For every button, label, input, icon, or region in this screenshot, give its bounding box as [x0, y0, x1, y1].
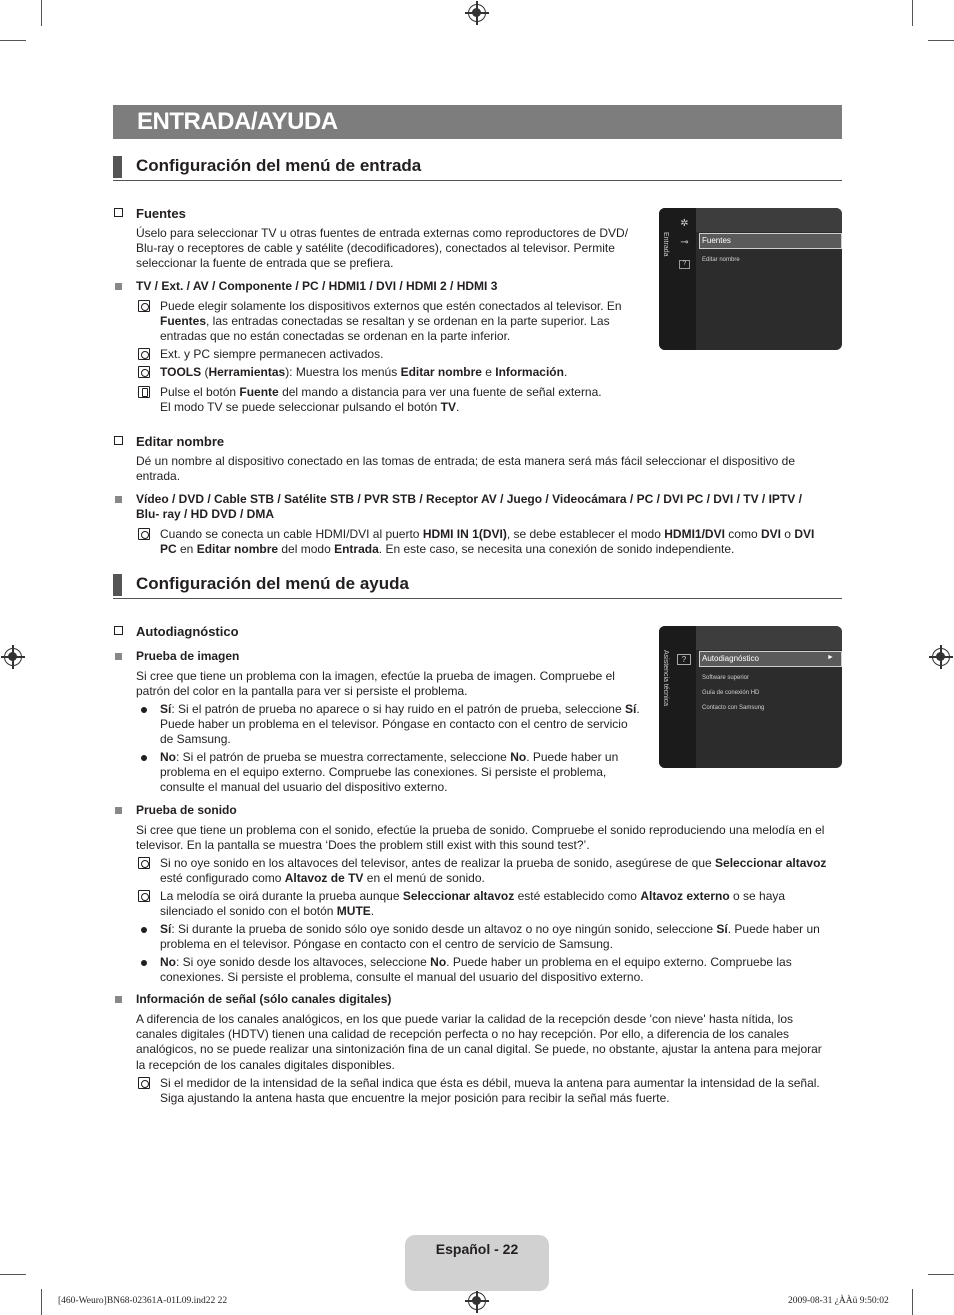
remote-icon [138, 386, 150, 398]
note-icon [138, 1077, 150, 1089]
help-icon: ? [677, 654, 691, 665]
heading-informacion-senal: Información de señal (sólo canales digitales) [136, 992, 392, 1006]
section-header-ayuda [113, 572, 842, 599]
section-title: Configuración del menú de ayuda [136, 574, 409, 593]
file-slug: [460-Weuro]BN68-02361A-01L09.ind22 22 [58, 1296, 228, 1306]
arrow-right-icon: ► [827, 654, 834, 661]
section-marker [113, 574, 122, 596]
crop-mark [912, 0, 913, 26]
registration-mark-icon [4, 648, 22, 666]
note-icon [138, 348, 150, 360]
fuentes-description: Úselo para seleccionar TV u otras fuentes de entrada externas como reproductores de DVD/ Blu-ray o receptores de cable y satélite (decodificadores), conectados al televisor. Permite seleccionar la fuente de entrada que se prefiera. [136, 226, 629, 271]
section-title: Configuración del menú de entrada [136, 156, 422, 175]
crop-mark [928, 1274, 954, 1275]
page-title: ENTRADA/AYUDA [137, 108, 338, 135]
sonido-si: Sí: Si durante la prueba de sonido sólo oye sonido desde un altavoz o no oye ningún sonido, seleccione Sí. Puede haber un problema en el televisor. Póngase en contacto con el centro de servicio de Samsung. [160, 922, 820, 952]
square-bullet-icon [115, 807, 122, 814]
crop-mark [0, 40, 26, 41]
menu-item: Guía de conexión HD [702, 690, 760, 696]
note-fuentes-connected: Puede elegir solamente los dispositivos externos que estén conectados al televisor. En Fuentes, las entradas conectadas se resaltan y se ordenan en la parte superior. Las entradas que no están conectadas se ordenan en la parte inferior. [160, 299, 622, 344]
date-slug: 2009-08-31 ¿ÀÀü 9:50:02 [788, 1296, 889, 1306]
note-fuente-button: Pulse el botón Fuente del mando a distancia para ver una fuente de señal externa. El modo TV se puede seleccionar pulsando el botón TV. [160, 385, 602, 415]
tv-menu-entrada [659, 208, 842, 350]
heading-prueba-imagen: Prueba de imagen [136, 649, 240, 663]
note-icon [138, 366, 150, 378]
note-icon [138, 890, 150, 902]
section-header-entrada [113, 154, 842, 181]
imagen-description: Si cree que tiene un problema con la imagen, efectúe la prueba de imagen. Compruebe el patrón del color en la pantalla para ver si persiste el problema. [136, 669, 615, 699]
sonido-no: No: Si oye sonido desde los altavoces, seleccione No. Puede haber un problema en el equipo externo. Compruebe las conexiones. Si persiste el problema, consulte el manual del usuario del dispositivo externo. [160, 955, 792, 985]
input-plug-icon: ⊸ [680, 237, 689, 248]
crop-mark [912, 1289, 913, 1315]
menu-item: Software superior [702, 675, 750, 681]
bullet-dot-icon [141, 960, 147, 966]
tv-menu-ayuda [659, 626, 842, 768]
square-bullet-icon [115, 653, 122, 660]
page-title-bar [113, 105, 842, 139]
section-marker [113, 156, 122, 178]
device-list: Vídeo / DVD / Cable STB / Satélite STB / PVR STB / Receptor AV / Juego / Videocámara / PC / DVI PC / DVI / TV / IPTV / Blu- ray / HD DVD / DMA [136, 492, 802, 522]
registration-mark-icon [468, 1292, 486, 1310]
menu-item: Contacto con Samsung [702, 705, 765, 711]
note-ext-pc: Ext. y PC siempre permanecen activados. [160, 347, 384, 361]
menu-item-selected: Autodiagnóstico ► [699, 651, 842, 667]
crop-mark [41, 1289, 42, 1315]
editar-description: Dé un nombre al dispositivo conectado en las tomas de entrada; de esta manera será más fácil seleccionar el dispositivo de entrada. [136, 454, 796, 484]
heading-fuentes: Fuentes [136, 206, 186, 221]
heading-prueba-sonido: Prueba de sonido [136, 803, 237, 817]
crop-mark [928, 40, 954, 41]
note-seleccionar-altavoz: Si no oye sonido en los altavoces del televisor, antes de realizar la prueba de sonido, asegúrese de que Seleccionar altavoz esté configurado como Altavoz de TV en el menú de sonido. [160, 856, 827, 886]
sources-list: TV / Ext. / AV / Componente / PC / HDMI1 / DVI / HDMI 2 / HDMI 3 [136, 279, 498, 293]
menu-vertical-label: Entrada [662, 232, 669, 257]
checkbox-bullet-icon [114, 626, 123, 635]
note-icon [138, 857, 150, 869]
note-tools: TOOLS (Herramientas): Muestra los menús Editar nombre e Información. [160, 365, 568, 379]
menu-item: Editar nombre [702, 257, 740, 263]
bullet-dot-icon [141, 755, 147, 761]
imagen-no: No: Si el patrón de prueba se muestra correctamente, seleccione No. Puede haber un problema en el equipo externo. Compruebe las conexiones. Si persiste el problema, consulte el manual del usuario del dispositivo externo. [160, 750, 619, 795]
registration-mark-icon [468, 4, 486, 22]
heading-editar-nombre: Editar nombre [136, 434, 225, 449]
senal-description: A diferencia de los canales analógicos, en los que puede variar la calidad de la recepción desde 'con nieve' hasta nítida, los canales digitales (HDTV) tienen una calidad de recepción perfecta o no hay recepción. Por ello, a diferencia de los canales analógicos, no se puede realizar una sintonización fina de un canal digital. Se puede, no obstante, ajustar la antena para mejorar la recepción de los canales digitales disponibles. [136, 1012, 822, 1072]
heading-autodiagnostico: Autodiagnóstico [136, 624, 239, 639]
gear-icon: ✲ [680, 218, 689, 229]
crop-mark [0, 1274, 26, 1275]
imagen-si: Sí: Si el patrón de prueba no aparece o si hay ruido en el patrón de prueba, seleccione Sí. Puede haber un problema en el televisor. Póngase en contacto con el centro de servicio de Samsung. [160, 702, 640, 747]
square-bullet-icon [115, 283, 122, 290]
bullet-dot-icon [141, 927, 147, 933]
page-number-tab [405, 1235, 549, 1291]
bullet-dot-icon [141, 707, 147, 713]
note-antena: Si el medidor de la intensidad de la señal indica que ésta es débil, mueva la antena para aumentar la intensidad de la señal. Siga ajustando la antena hasta que encuentre la mejor posición para recibir la señal más fuerte. [160, 1076, 820, 1106]
crop-mark [41, 0, 42, 26]
page-number: Español - 22 [435, 1241, 519, 1257]
menu-vertical-label: Asistencia técnica [662, 650, 669, 707]
note-icon [138, 300, 150, 312]
checkbox-bullet-icon [114, 208, 123, 217]
square-bullet-icon [115, 996, 122, 1003]
registration-mark-icon [932, 648, 950, 666]
checkbox-bullet-icon [114, 436, 123, 445]
note-hdmi-dvi: Cuando se conecta un cable HDMI/DVI al puerto HDMI IN 1(DVI), se debe establecer el modo HDMI1/DVI como DVI o DVI PC en Editar nombre del modo Entrada. En este caso, se necesita una conexión de sonido independiente. [160, 527, 815, 557]
help-icon: ? [679, 260, 690, 269]
note-melodia: La melodía se oirá durante la prueba aunque Seleccionar altavoz esté establecido como Altavoz externo o se haya silenciado el sonido con el botón MUTE. [160, 889, 786, 919]
note-icon [138, 528, 150, 540]
menu-item-selected: Fuentes [699, 233, 842, 249]
sonido-description: Si cree que tiene un problema con el sonido, efectúe la prueba de sonido. Compruebe el sonido reproduciendo una melodía en el televisor. En la pantalla se muestra ‘Does the problem still exist with this sound test?’. [136, 823, 825, 853]
square-bullet-icon [115, 496, 122, 503]
